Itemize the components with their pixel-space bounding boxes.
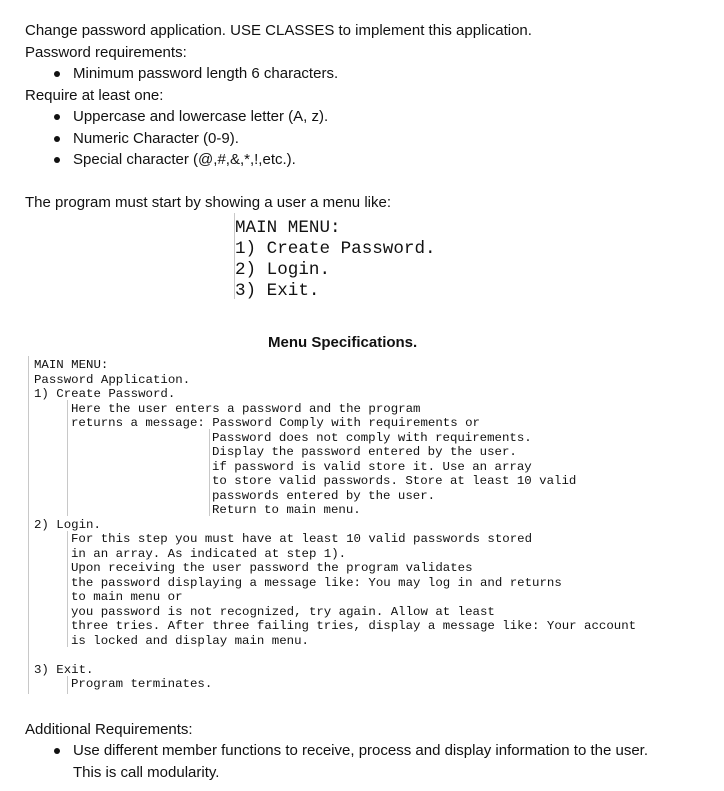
- spec-create-title: 1) Create Password.: [34, 387, 176, 401]
- spec-login-line: the password displaying a message like: You may log in and returns: [71, 576, 562, 590]
- additional-requirement-line: This is call modularity.: [73, 764, 220, 781]
- spec-login-line: Upon receiving the user password the program validates: [71, 561, 473, 575]
- spec-exit-line: Program terminates.: [71, 677, 213, 691]
- spec-login-line: to main menu or: [71, 590, 183, 604]
- main-menu-title: MAIN MENU:: [235, 218, 341, 238]
- spec-main-menu: MAIN MENU:: [34, 358, 109, 372]
- requirement-numeric: Numeric Character (0-9).: [73, 130, 239, 147]
- require-at-least-one-label: Require at least one:: [25, 87, 164, 104]
- requirement-special: Special character (@,#,&,*,!,etc.).: [73, 151, 296, 168]
- spec-login-line: For this step you must have at least 10 valid passwords stored: [71, 532, 533, 546]
- start-instruction: The program must start by showing a user a menu like:: [25, 194, 391, 211]
- spec-exit-title: 3) Exit.: [34, 663, 94, 677]
- spec-login-line: in an array. As indicated at step 1).: [71, 547, 347, 561]
- spec-margin-line: [67, 676, 68, 694]
- spec-login-line: you password is not recognized, try again. Allow at least: [71, 605, 495, 619]
- bullet-icon: [54, 71, 60, 77]
- spec-create-line: Here the user enters a password and the program: [71, 402, 421, 416]
- password-requirements-label: Password requirements:: [25, 44, 187, 61]
- spec-create-sub-line: passwords entered by the user.: [212, 489, 436, 503]
- menu-specifications-heading: Menu Specifications.: [268, 334, 418, 351]
- bullet-icon: [54, 748, 60, 754]
- spec-margin-line: [67, 400, 68, 516]
- intro-title: Change password application. USE CLASSES to implement this application.: [25, 22, 532, 39]
- requirement-case: Uppercase and lowercase letter (A, z).: [73, 108, 329, 125]
- spec-login-line: three tries. After three failing tries, display a message like: Your account: [71, 619, 637, 633]
- bullet-icon: [54, 136, 60, 142]
- spec-create-sub-line: Password does not comply with requirements.: [212, 431, 532, 445]
- spec-create-sub-line: Return to main menu.: [212, 503, 361, 517]
- spec-create-line: returns a message: Password Comply with requirements or: [71, 416, 480, 430]
- bullet-icon: [54, 114, 60, 120]
- additional-requirement-line: Use different member functions to receive, process and display information to the user.: [73, 742, 649, 759]
- spec-login-line: is locked and display main menu.: [71, 634, 309, 648]
- main-menu-item: 1) Create Password.: [235, 239, 436, 259]
- spec-create-sub-line: to store valid passwords. Store at least 10 valid: [212, 474, 577, 488]
- additional-requirements-heading: Additional Requirements:: [25, 721, 193, 738]
- spec-margin-line: [28, 356, 29, 694]
- spec-margin-line: [67, 531, 68, 647]
- bullet-icon: [54, 157, 60, 163]
- spec-margin-line: [209, 429, 210, 516]
- main-menu-item: 2) Login.: [235, 260, 331, 280]
- main-menu-item: 3) Exit.: [235, 281, 320, 301]
- spec-app-name: Password Application.: [34, 373, 191, 387]
- spec-create-sub-line: Display the password entered by the user.: [212, 445, 517, 459]
- requirement-min-length: Minimum password length 6 characters.: [73, 65, 339, 82]
- spec-login-title: 2) Login.: [34, 518, 101, 532]
- spec-create-sub-line: if password is valid store it. Use an array: [212, 460, 532, 474]
